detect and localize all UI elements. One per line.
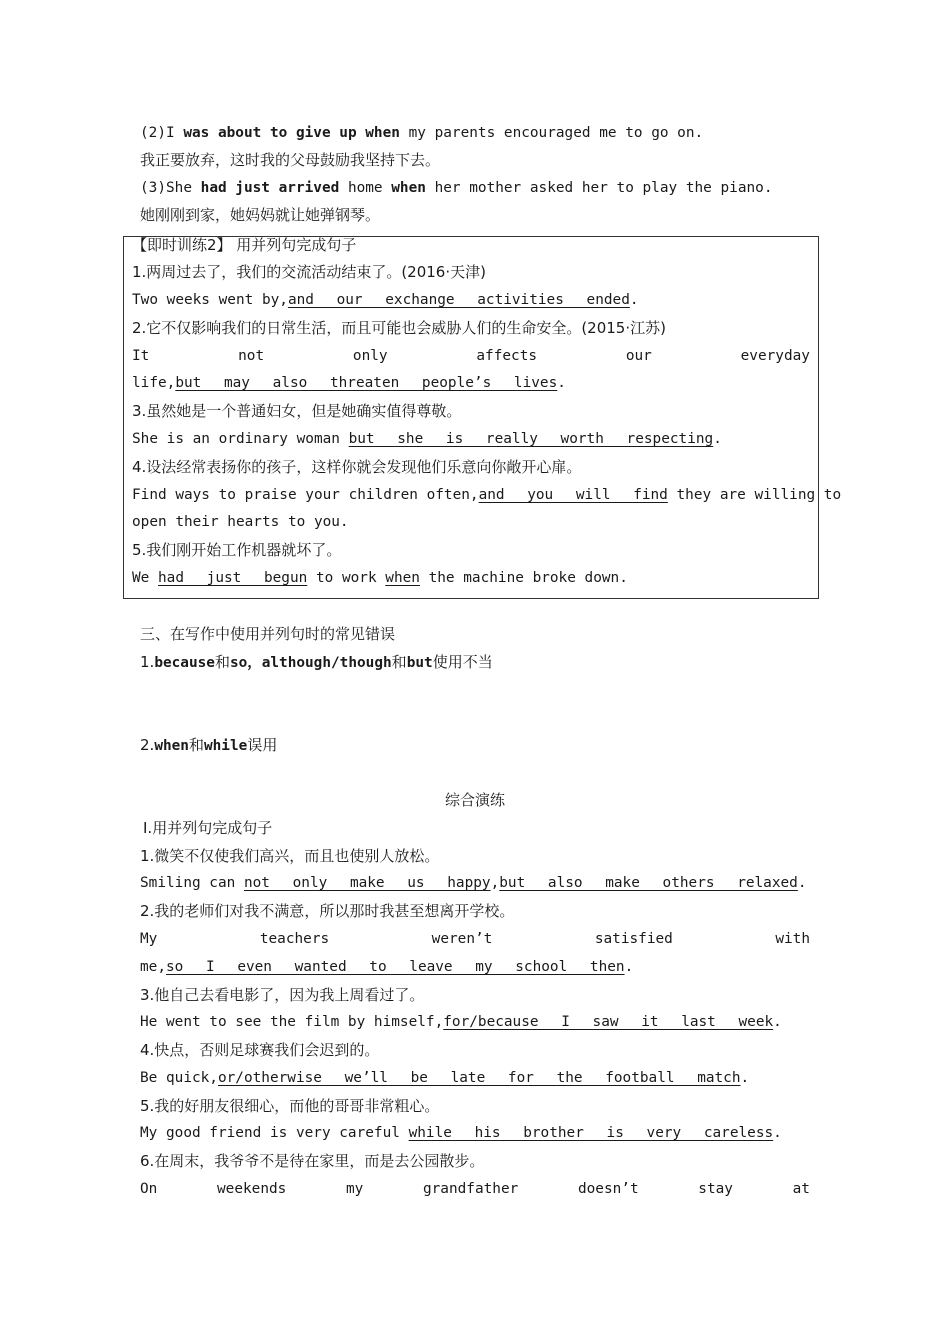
sentence-text: home xyxy=(339,180,392,196)
word: On xyxy=(140,1181,158,1197)
practice-title: 【即时训练2】 用并列句完成句子 xyxy=(132,236,357,254)
word: weren’t xyxy=(431,931,493,947)
sentence-text: She is an ordinary woman xyxy=(132,431,349,447)
bold-phrase: had just arrived xyxy=(200,180,340,196)
comp-item-2-en-line2 xyxy=(140,957,810,977)
sentence-text: my parents encouraged me to go on. xyxy=(399,125,704,141)
comp-item-2-cn: 2.我的老师们对我不满意，所以那时我甚至想离开学校。 xyxy=(140,902,515,920)
sentence-text: . xyxy=(740,1070,750,1086)
keyword: when xyxy=(154,738,189,754)
word: stay xyxy=(698,1181,733,1197)
practice-item-1-en xyxy=(132,290,802,310)
point-text: 和 xyxy=(188,736,204,754)
bold-phrase: was about to give up when xyxy=(183,125,400,141)
word: weekends xyxy=(217,1181,287,1197)
comp-item-5-en xyxy=(140,1123,810,1143)
keyword: but xyxy=(406,655,433,671)
point-text: 误用 xyxy=(247,736,278,754)
word: doesn’t xyxy=(577,1181,639,1197)
word: My xyxy=(140,931,158,947)
practice-item-4-en-line2: open their hearts to you. xyxy=(132,514,349,530)
example-translation-2: 我正要放弃，这时我的父母鼓励我坚持下去。 xyxy=(140,151,441,169)
answer-blank: for/because I saw it last week xyxy=(443,1014,774,1030)
sentence-text: they are willing to xyxy=(667,487,842,503)
answer-blank: while his brother is very careless xyxy=(408,1125,774,1141)
comp-item-5-cn: 5.我的好朋友很细心，而他的哥哥非常粗心。 xyxy=(140,1097,440,1115)
practice-item-3-en xyxy=(132,429,802,449)
point-text: 和 xyxy=(391,653,407,671)
sentence-text: . xyxy=(624,959,634,975)
comp-item-6-en-line1 xyxy=(140,1179,810,1199)
word: everyday xyxy=(740,348,810,364)
word: with xyxy=(775,931,810,947)
bold-phrase: when xyxy=(391,180,426,196)
answer-blank: and our exchange activities ended xyxy=(287,292,630,308)
word: at xyxy=(792,1181,810,1197)
keyword: because xyxy=(154,655,215,671)
practice-item-2-en-line2 xyxy=(132,373,802,393)
comp-item-4-en xyxy=(140,1068,810,1088)
practice-item-3-cn: 3.虽然她是一个普通妇女，但是她确实值得尊敬。 xyxy=(132,402,462,420)
point-text: 和 xyxy=(214,653,230,671)
section-3-point-1 xyxy=(140,652,810,673)
example-sentence-3 xyxy=(140,178,810,198)
point-text: 使用不当 xyxy=(432,653,493,671)
sentence-text: He went to see the film by himself, xyxy=(140,1014,444,1030)
word: not xyxy=(238,348,265,364)
answer-blank: so I even wanted to leave my school then xyxy=(166,959,625,975)
practice-item-4-en-line1 xyxy=(132,485,842,505)
answer-blank: but also make others relaxed xyxy=(499,875,798,891)
sentence-text: the machine broke down. xyxy=(419,570,628,586)
comp-item-3-cn: 3.他自己去看电影了，因为我上周看过了。 xyxy=(140,986,425,1004)
comp-item-3-en xyxy=(140,1012,810,1032)
word: grandfather xyxy=(422,1181,519,1197)
sentence-text: We xyxy=(132,570,158,586)
sentence-text: . xyxy=(629,292,639,308)
practice-item-1-cn: 1.两周过去了，我们的交流活动结束了。(2016·天津) xyxy=(132,263,486,281)
example-translation-3: 她刚刚到家，她妈妈就让她弹钢琴。 xyxy=(140,206,381,224)
practice-item-5-en xyxy=(132,568,802,588)
comp-item-4-cn: 4.快点，否则足球赛我们会迟到的。 xyxy=(140,1041,380,1059)
comp-item-6-cn: 6.在周末，我爷爷不是待在家里，而是去公园散步。 xyxy=(140,1152,485,1170)
comp-item-1-en xyxy=(140,873,810,893)
section-3-point-2 xyxy=(140,735,810,756)
word: my xyxy=(345,1181,364,1197)
comp-item-1-cn: 1.微笑不仅使我们高兴，而且也使别人放松。 xyxy=(140,847,440,865)
sentence-text: . xyxy=(773,1125,782,1141)
sentence-text: . xyxy=(773,1014,782,1030)
word: only xyxy=(352,348,388,364)
practice-item-2-en-line1 xyxy=(132,346,810,366)
practice-item-5-cn: 5.我们刚开始工作机器就坏了。 xyxy=(132,541,342,559)
sentence-text: . xyxy=(557,375,566,391)
sentence-text: (2)I xyxy=(140,125,184,141)
sentence-text: Be quick, xyxy=(140,1070,218,1086)
practice-item-4-cn: 4.设法经常表扬你的孩子，这样你就会发现他们乐意向你敞开心扉。 xyxy=(132,458,582,476)
sentence-text: Smiling can xyxy=(140,875,244,891)
sentence-text: . xyxy=(713,431,722,447)
word: It xyxy=(132,348,150,364)
sentence-text: me, xyxy=(140,959,166,975)
answer-blank: but she is really worth respecting xyxy=(348,431,714,447)
word: affects xyxy=(476,348,538,364)
keyword: so， xyxy=(229,655,262,671)
comprehensive-subheading: Ⅰ.用并列句完成句子 xyxy=(143,819,273,837)
word: satisfied xyxy=(594,931,673,947)
sentence-text: , xyxy=(490,875,500,891)
keyword: while xyxy=(203,738,248,754)
word: our xyxy=(625,348,652,364)
sentence-text: her mother asked her to play the piano. xyxy=(425,180,773,196)
practice-item-2-cn: 2.它不仅影响我们的日常生活，而且可能也会威胁人们的生命安全。(2015·江苏) xyxy=(132,319,666,337)
comprehensive-heading: 综合演练 xyxy=(444,791,505,809)
sentence-text: Find ways to praise your children often, xyxy=(132,487,479,503)
sentence-text: Two weeks went by, xyxy=(132,292,288,308)
point-number: 2. xyxy=(140,736,155,754)
sentence-text: My good friend is very careful xyxy=(140,1125,409,1141)
example-sentence-2 xyxy=(140,123,810,143)
answer-blank: not only make us happy xyxy=(243,875,491,891)
word: teachers xyxy=(259,931,330,947)
sentence-text: (3)She xyxy=(140,180,201,196)
answer-blank: or/otherwise we’ll be late for the football match xyxy=(217,1070,741,1086)
answer-blank: and you will find xyxy=(478,487,668,503)
answer-blank: had just begun xyxy=(158,570,308,586)
answer-blank: when xyxy=(385,570,420,586)
sentence-text: life, xyxy=(132,375,176,391)
sentence-text: to work xyxy=(307,570,386,586)
sentence-text: . xyxy=(797,875,807,891)
comp-item-2-en-line1 xyxy=(140,929,810,949)
answer-blank: but may also threaten people’s lives xyxy=(175,375,558,391)
point-number: 1. xyxy=(140,653,155,671)
section-3-title: 三、在写作中使用并列句时的常见错误 xyxy=(140,625,396,643)
keyword: although/though xyxy=(261,655,392,671)
